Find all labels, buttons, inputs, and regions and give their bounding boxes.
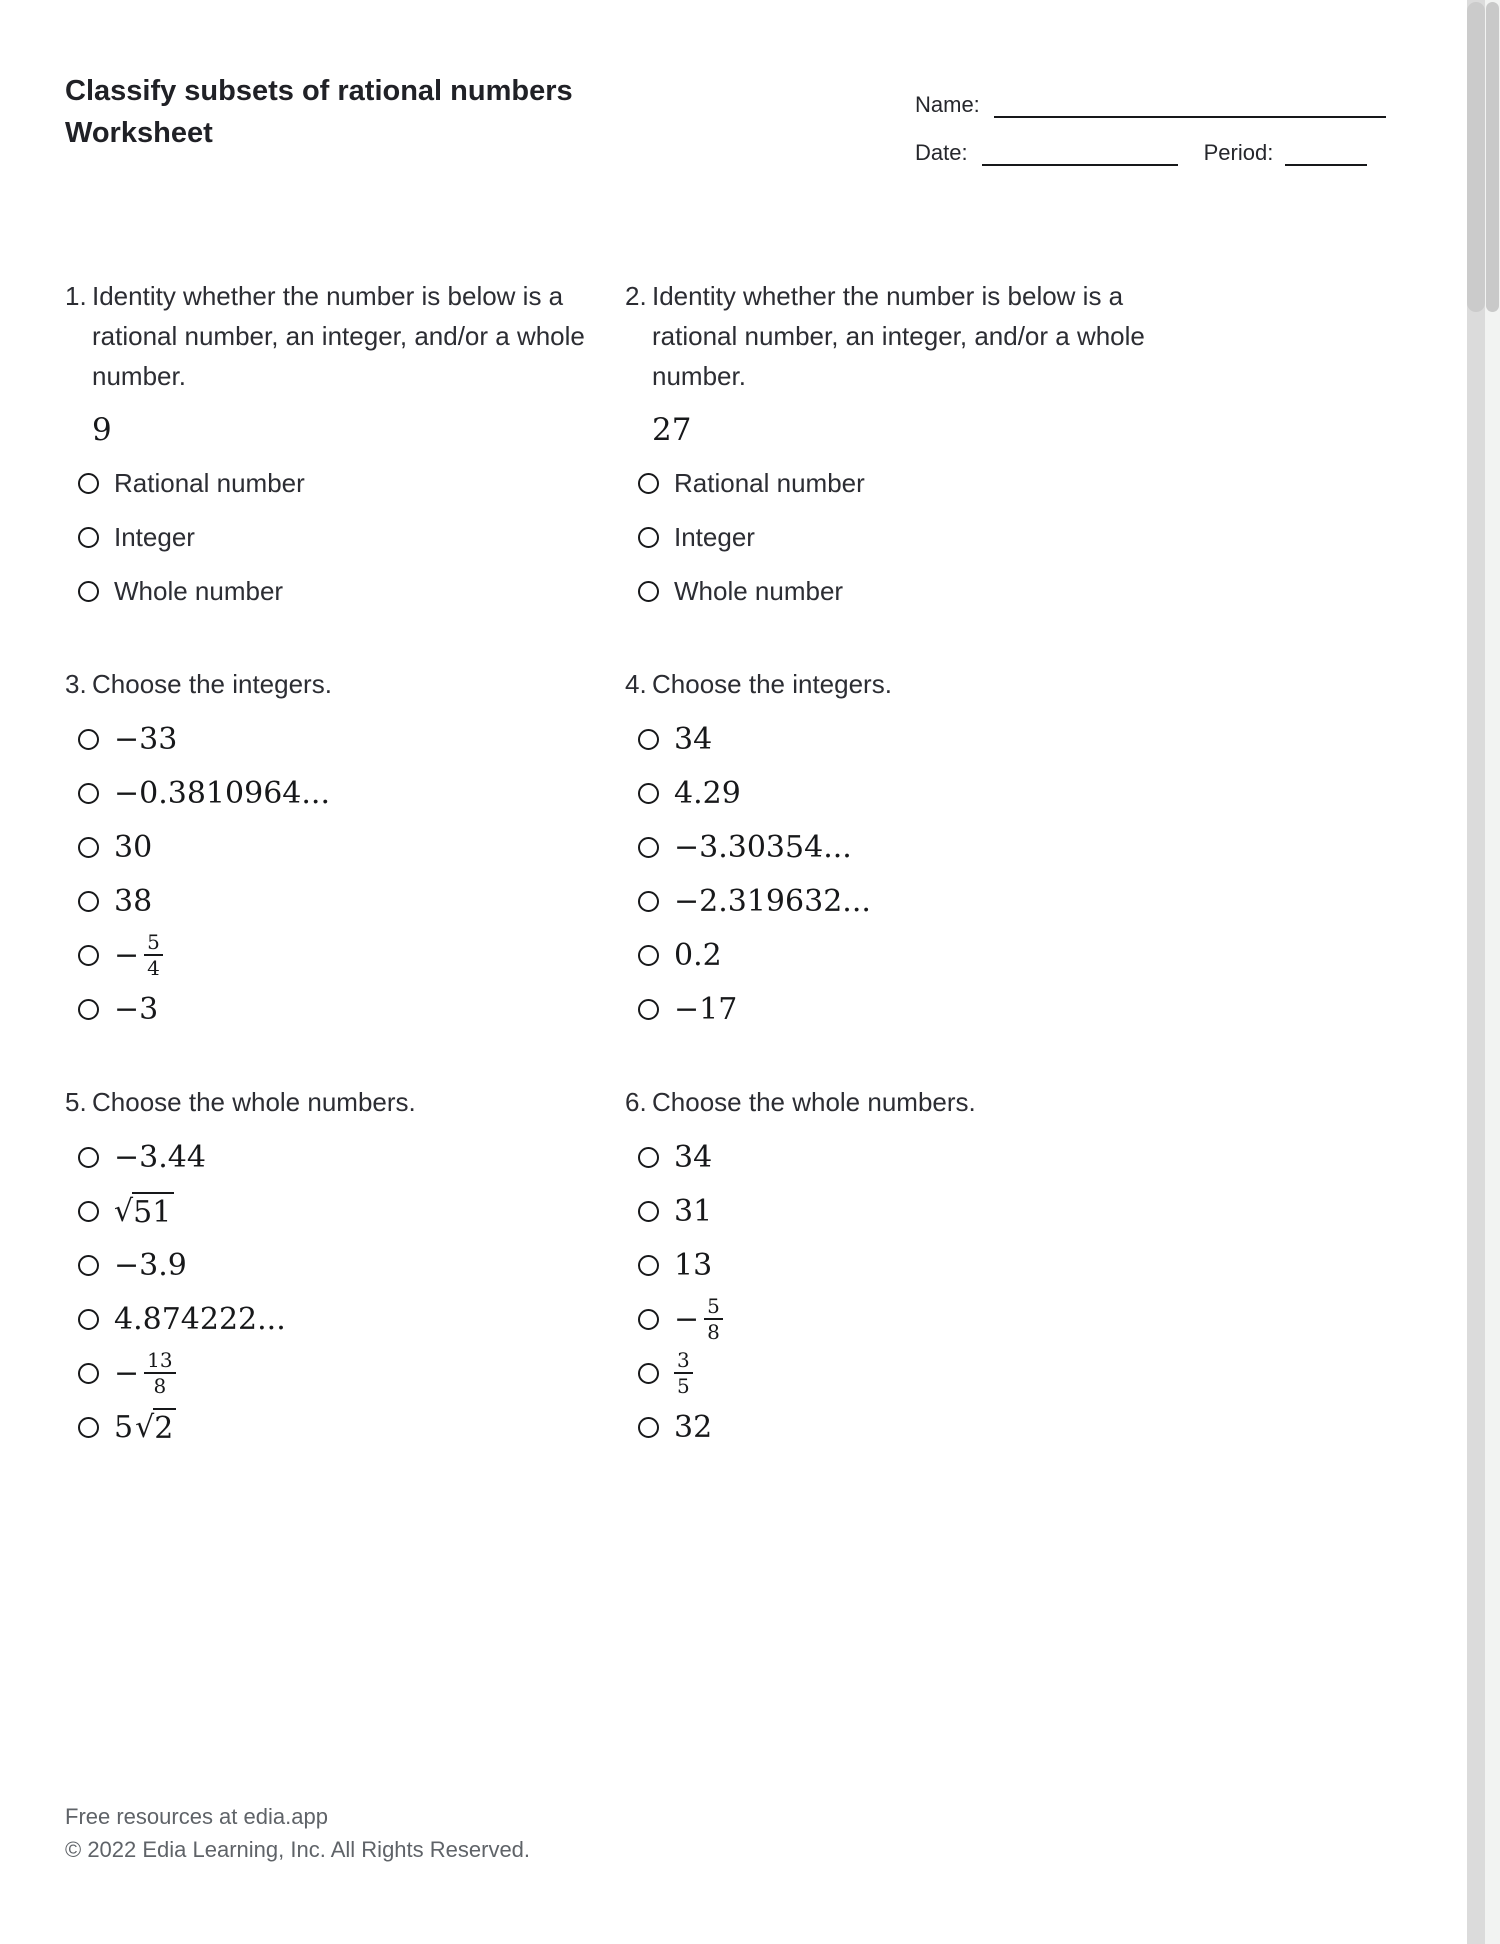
page-title-line2: Worksheet [65, 117, 213, 149]
student-info-header [915, 90, 1386, 166]
option-row[interactable] [65, 1238, 625, 1292]
fraction-denominator: 8 [153, 1374, 167, 1398]
option-label: 34 [674, 721, 713, 757]
option-label: −3.44 [114, 1139, 206, 1175]
question-prompt [652, 664, 1395, 704]
options-list [65, 712, 625, 1036]
radio-button[interactable] [78, 1201, 99, 1222]
question-prompt [92, 664, 625, 704]
option-row[interactable] [625, 1400, 1395, 1454]
option-row[interactable] [65, 928, 625, 982]
question-prompt-line: Choose the whole numbers. [652, 1087, 976, 1117]
radical-sign: √ [135, 1409, 154, 1445]
questions-grid [65, 276, 1395, 1500]
radio-button[interactable] [638, 783, 659, 804]
sqrt-coefficient: 5 [114, 1409, 134, 1445]
option-label: 34 [674, 1139, 713, 1175]
option-row[interactable] [65, 820, 625, 874]
radio-button[interactable] [78, 729, 99, 750]
option-row[interactable] [65, 766, 625, 820]
fraction-numerator: 13 [144, 1349, 175, 1374]
question-number: 5. [65, 1087, 87, 1117]
radio-button[interactable] [78, 527, 99, 548]
option-label: 32 [674, 1409, 713, 1445]
radio-button[interactable] [638, 1363, 659, 1384]
option-label [114, 1408, 176, 1446]
option-label: 30 [114, 829, 153, 865]
question-2 [625, 276, 1395, 618]
question-1 [65, 276, 625, 618]
option-row[interactable] [625, 1346, 1395, 1400]
radio-button[interactable] [638, 999, 659, 1020]
question-prompt-line: Identity whether the number is below is a [92, 281, 564, 311]
radio-button[interactable] [78, 473, 99, 494]
scrollbar-thumb-outer[interactable] [1486, 2, 1499, 312]
option-row[interactable] [65, 1400, 625, 1454]
question-prompt-line: Choose the integers. [652, 669, 892, 699]
given-number: 9 [92, 412, 112, 448]
question-prompt [92, 276, 625, 396]
option-row[interactable] [625, 712, 1395, 766]
question-heading [625, 664, 1395, 704]
radio-button[interactable] [638, 527, 659, 548]
question-prompt [652, 1082, 1395, 1122]
option-row[interactable] [65, 982, 625, 1036]
option-row[interactable] [65, 874, 625, 928]
option-label: 31 [674, 1193, 713, 1229]
minus-sign: − [114, 1355, 140, 1391]
question-number: 1. [65, 281, 87, 311]
radio-button[interactable] [638, 891, 659, 912]
radio-button[interactable] [78, 581, 99, 602]
option-row[interactable] [625, 456, 1395, 510]
question-prompt-line: number. [92, 361, 186, 391]
radio-button[interactable] [78, 1255, 99, 1276]
radio-button[interactable] [78, 891, 99, 912]
radio-button[interactable] [78, 999, 99, 1020]
radio-button[interactable] [78, 1363, 99, 1384]
fraction-denominator: 4 [147, 956, 160, 980]
radio-button[interactable] [78, 945, 99, 966]
radio-button[interactable] [78, 1309, 99, 1330]
option-row[interactable] [625, 874, 1395, 928]
option-row[interactable] [65, 1346, 625, 1400]
question-number: 6. [625, 1087, 647, 1117]
question-heading [65, 276, 625, 396]
question-prompt-line: rational number, an integer, and/or a whole [652, 321, 1145, 351]
radio-button[interactable] [638, 1255, 659, 1276]
period-blank-line [1285, 138, 1367, 166]
question-3 [65, 664, 625, 1036]
option-row[interactable] [625, 820, 1395, 874]
name-blank-line [994, 90, 1386, 118]
option-label [114, 1349, 176, 1398]
option-label [674, 1295, 723, 1344]
question-prompt-line: Choose the integers. [92, 669, 332, 699]
given-number: 27 [652, 412, 692, 448]
question-heading [65, 1082, 625, 1122]
fraction [674, 1349, 693, 1398]
radio-button[interactable] [638, 581, 659, 602]
scrollbar-thumb-inner[interactable] [1467, 2, 1485, 312]
radio-button[interactable] [638, 1417, 659, 1438]
option-label: −3 [114, 991, 159, 1027]
question-number: 2. [625, 281, 647, 311]
fraction-denominator: 8 [707, 1320, 720, 1344]
option-label: Integer [674, 521, 755, 552]
radicand: 2 [153, 1408, 176, 1446]
option-label: 4.874222... [114, 1301, 286, 1337]
date-label: Date: [915, 140, 968, 165]
question-6 [625, 1082, 1395, 1454]
option-row[interactable] [625, 766, 1395, 820]
option-row[interactable] [65, 1292, 625, 1346]
page-title-line1: Classify subsets of rational numbers [65, 75, 573, 107]
option-label: 0.2 [674, 937, 722, 973]
option-label: −17 [674, 991, 738, 1027]
option-row[interactable] [625, 982, 1395, 1036]
question-5 [65, 1082, 625, 1454]
option-row[interactable] [65, 1130, 625, 1184]
option-label [114, 1192, 174, 1230]
radio-button[interactable] [638, 945, 659, 966]
fraction-denominator: 5 [677, 1374, 690, 1398]
footer-resources-text: Free resources at edia.app [65, 1804, 328, 1829]
option-row[interactable] [65, 564, 625, 618]
question-4 [625, 664, 1395, 1036]
option-label: −3.30354... [674, 829, 852, 865]
minus-sign: − [674, 1301, 700, 1337]
radio-button[interactable] [78, 1147, 99, 1168]
minus-sign: − [114, 937, 140, 973]
page-title [65, 70, 573, 154]
radio-button[interactable] [78, 837, 99, 858]
radio-button[interactable] [638, 1309, 659, 1330]
question-heading [65, 664, 625, 704]
options-list [625, 456, 1395, 618]
fraction [704, 1295, 723, 1344]
option-row[interactable] [625, 1238, 1395, 1292]
option-row[interactable] [65, 1184, 625, 1238]
option-label: −0.3810964... [114, 775, 330, 811]
question-prompt-line: Choose the whole numbers. [92, 1087, 416, 1117]
question-heading [625, 276, 1395, 396]
question-number: 4. [625, 669, 647, 699]
option-label: −2.319632... [674, 883, 871, 919]
option-label: 4.29 [674, 775, 741, 811]
question-prompt-line: rational number, an integer, and/or a whole [92, 321, 585, 351]
scrollbar [1467, 0, 1500, 1944]
option-label: 13 [674, 1247, 713, 1283]
option-row[interactable] [65, 712, 625, 766]
radio-button[interactable] [638, 1201, 659, 1222]
option-row[interactable] [625, 1184, 1395, 1238]
radio-button[interactable] [638, 1147, 659, 1168]
radio-button[interactable] [638, 473, 659, 494]
option-label [114, 931, 163, 980]
radio-button[interactable] [78, 783, 99, 804]
fraction-numerator: 5 [144, 931, 163, 956]
fraction [144, 931, 163, 980]
period-label: Period: [1203, 140, 1274, 165]
fraction-numerator: 3 [674, 1349, 693, 1374]
option-row[interactable] [625, 510, 1395, 564]
question-prompt-line: number. [652, 361, 746, 391]
name-label: Name: [915, 92, 980, 117]
option-label: Rational number [114, 467, 305, 498]
page-footer [65, 1800, 530, 1866]
options-list [625, 712, 1395, 1036]
option-row[interactable] [625, 1292, 1395, 1346]
radio-button[interactable] [638, 837, 659, 858]
option-label: Whole number [674, 575, 844, 606]
options-list [625, 1130, 1395, 1454]
date-blank-line [982, 138, 1178, 166]
option-row[interactable] [625, 564, 1395, 618]
option-label: −33 [114, 721, 178, 757]
option-row[interactable] [65, 510, 625, 564]
options-list [65, 456, 625, 618]
question-prompt [92, 1082, 625, 1122]
option-row[interactable] [65, 456, 625, 510]
question-prompt-line: Identity whether the number is below is a [652, 281, 1124, 311]
option-row[interactable] [625, 1130, 1395, 1184]
radio-button[interactable] [78, 1417, 99, 1438]
option-label: −3.9 [114, 1247, 187, 1283]
question-heading [625, 1082, 1395, 1122]
radicand: 51 [132, 1192, 174, 1230]
option-label [674, 1349, 693, 1398]
option-label: Integer [114, 521, 195, 552]
option-label: Rational number [674, 467, 865, 498]
option-label: Whole number [114, 575, 284, 606]
fraction [144, 1349, 175, 1398]
options-list [65, 1130, 625, 1454]
option-row[interactable] [625, 928, 1395, 982]
question-prompt [652, 276, 1395, 396]
option-label: 38 [114, 883, 153, 919]
radio-button[interactable] [638, 729, 659, 750]
question-number: 3. [65, 669, 87, 699]
radical-sign: √ [114, 1193, 133, 1229]
fraction-numerator: 5 [704, 1295, 723, 1320]
footer-copyright-text: © 2022 Edia Learning, Inc. All Rights Reserved. [65, 1837, 531, 1862]
